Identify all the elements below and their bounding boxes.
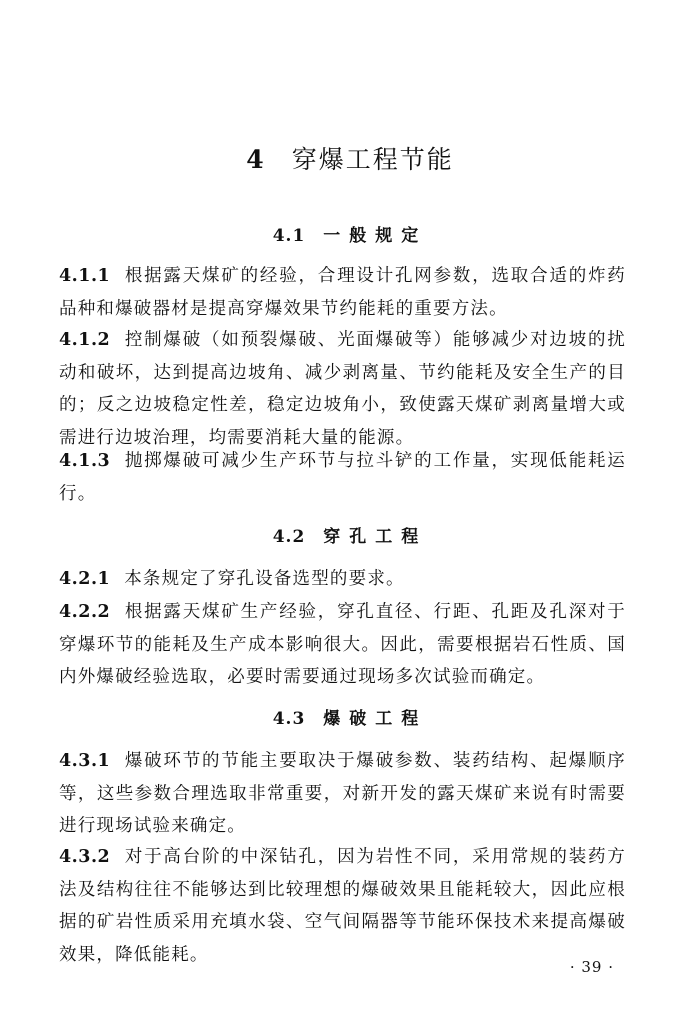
section-title-text: 一般规定 [323,226,428,246]
section-title-text: 爆破工程 [323,709,428,729]
clause-number: 4.2.2 [59,602,111,622]
clause-4-2-2 [59,596,626,694]
clause-number: 4.2.1 [59,569,111,589]
page-number: · 39 · [569,958,614,976]
chapter-title [0,140,700,176]
clause-text: 抛掷爆破可减少生产环节与拉斗铲的工作量，实现低能耗运行。 [59,451,626,504]
clause-4-1-1 [59,260,626,325]
clause-4-2-1 [59,563,626,596]
clause-4-1-2 [59,324,626,454]
clause-4-3-2 [59,841,626,971]
chapter-number: 4 [246,145,266,174]
clause-text: 根据露天煤矿生产经验，穿孔直径、行距、孔距及孔深对于穿爆环节的能耗及生产成本影响很大。因此，需要根据岩石性质、国内外爆破经验选取，必要时需要通过现场多次试验而确定。 [59,602,626,687]
section-number: 4.1 [272,226,306,246]
clause-text: 爆破环节的节能主要取决于爆破参数、装药结构、起爆顺序等，这些参数合理选取非常重要，对新开发的露天煤矿来说有时需要进行现场试验来确定。 [59,751,626,836]
section-title-4-3 [0,704,700,729]
clause-number: 4.3.1 [59,751,111,771]
clause-number: 4.3.2 [59,847,111,867]
clause-number: 4.1.3 [59,451,111,471]
clause-text: 本条规定了穿孔设备选型的要求。 [124,569,405,589]
clause-number: 4.1.2 [59,330,111,350]
clause-number: 4.1.1 [59,266,111,286]
section-number: 4.3 [272,709,306,729]
chapter-title-text: 穿爆工程节能 [291,145,454,174]
clause-4-1-3 [59,445,626,510]
section-number: 4.2 [272,527,306,547]
clause-text: 对于高台阶的中深钻孔，因为岩性不同，采用常规的装药方法及结构往往不能够达到比较理想的爆破效果且能耗较大，因此应根据的矿岩性质采用充填水袋、空气间隔器等节能环保技术来提高爆破效果，降低能耗。 [59,847,626,965]
clause-text: 根据露天煤矿的经验，合理设计孔网参数，选取合适的炸药品种和爆破器材是提高穿爆效果节约能耗的重要方法。 [59,266,626,319]
clause-text: 控制爆破（如预裂爆破、光面爆破等）能够减少对边坡的扰动和破坏，达到提高边坡角、减少剥离量、节约能耗及安全生产的目的；反之边坡稳定性差，稳定边坡角小，致使露天煤矿剥离量增大或需进行边坡治理，均需要消耗大量的能源。 [59,330,626,448]
section-title-4-2 [0,522,700,547]
clause-4-3-1 [59,745,626,843]
section-title-text: 穿孔工程 [323,527,428,547]
section-title-4-1 [0,221,700,246]
